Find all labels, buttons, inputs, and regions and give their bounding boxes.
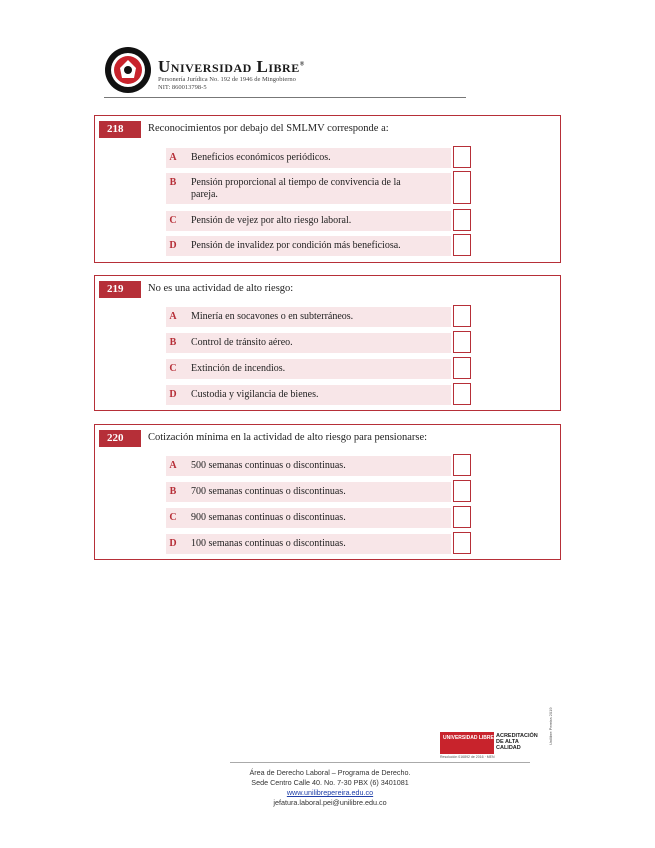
accreditation-logos: [440, 732, 540, 758]
answer-checkbox[interactable]: [453, 305, 471, 327]
answer-checkbox[interactable]: [453, 454, 471, 476]
question-number: 218: [99, 121, 141, 138]
footer: [180, 768, 480, 808]
accreditation-resolution: Resolución 016892 de 2016 · MEN: [440, 755, 495, 759]
option-row: [166, 534, 451, 554]
option-letter: A: [169, 460, 177, 471]
option-letter: B: [169, 337, 177, 348]
answer-checkbox[interactable]: [453, 383, 471, 405]
option-letter: B: [169, 486, 177, 497]
question-number: 219: [99, 281, 141, 298]
university-name: Universidad Libre®: [158, 57, 305, 76]
option-letter: D: [169, 389, 177, 400]
answer-checkbox[interactable]: [453, 331, 471, 353]
option-letter: C: [169, 363, 177, 374]
option-row: [166, 456, 451, 476]
option-text: Control de tránsito aéreo.: [191, 337, 293, 348]
footer-email[interactable]: jefatura.laboral.pei@unilibre.edu.co: [273, 798, 387, 807]
option-text: Minería en socavones o en subterráneos.: [191, 311, 354, 322]
question-text: Reconocimientos por debajo del SMLMV corresponde a:: [148, 123, 389, 134]
answer-checkbox[interactable]: [453, 171, 471, 204]
question-text: No es una actividad de alto riesgo:: [148, 283, 294, 294]
option-text: Beneficios económicos periódicos.: [191, 152, 331, 163]
accreditation-logo: ACREDITACIÓN DE ALTA CALIDAD: [496, 733, 538, 751]
answer-checkbox[interactable]: [453, 480, 471, 502]
option-row: [166, 173, 451, 204]
answer-checkbox[interactable]: [453, 357, 471, 379]
option-row: [166, 307, 451, 327]
university-seal-icon: [104, 46, 152, 94]
option-letter: C: [169, 215, 177, 226]
answer-checkbox[interactable]: [453, 234, 471, 256]
option-row: [166, 482, 451, 502]
option-row: [166, 148, 451, 168]
side-code: Unilibre Pereira 2019: [548, 707, 553, 745]
answer-checkbox[interactable]: [453, 209, 471, 231]
footer-divider: [230, 762, 530, 763]
option-text: Extinción de incendios.: [191, 363, 286, 374]
option-text: Pensión de vejez por alto riesgo laboral.: [191, 215, 352, 226]
option-row: [166, 236, 451, 256]
answer-checkbox[interactable]: [453, 146, 471, 168]
option-text: Pensión proporcional al tiempo de convivencia de la pareja.: [191, 177, 401, 200]
option-letter: A: [169, 152, 177, 163]
option-text: 100 semanas continuas o discontinuas.: [191, 538, 346, 549]
question-block-220: [94, 424, 561, 560]
footer-department: Área de Derecho Laboral – Programa de Derecho.: [249, 768, 411, 777]
option-text: Pensión de invalidez por condición más beneficiosa.: [191, 240, 401, 251]
option-letter: D: [169, 240, 177, 251]
option-letter: B: [169, 177, 177, 188]
header-divider: [104, 97, 466, 98]
answer-checkbox[interactable]: [453, 532, 471, 554]
option-text: 500 semanas continuas o discontinuas.: [191, 460, 346, 471]
question-block-219: [94, 275, 561, 411]
question-number: 220: [99, 430, 141, 447]
question-text: Cotización mínima en la actividad de alto riesgo para pensionarse:: [148, 432, 428, 443]
option-text: 900 semanas continuas o discontinuas.: [191, 512, 346, 523]
option-row: [166, 211, 451, 231]
answer-checkbox[interactable]: [453, 506, 471, 528]
unilibre-logo: UNIVERSIDAD LIBRE: [440, 732, 494, 754]
footer-website-link[interactable]: www.unilibrepereira.edu.co: [286, 788, 374, 797]
option-letter: A: [169, 311, 177, 322]
option-row: [166, 508, 451, 528]
option-row: [166, 359, 451, 379]
option-row: [166, 385, 451, 405]
option-row: [166, 333, 451, 353]
option-letter: C: [169, 512, 177, 523]
option-text: Custodia y vigilancia de bienes.: [191, 389, 319, 400]
footer-address: Sede Centro Calle 40. No. 7-30 PBX (6) 3401081: [251, 778, 409, 787]
university-legal-info: Personería Jurídica No. 192 de 1946 de Mingobierno NIT: 860013798-5: [158, 76, 296, 91]
option-text: 700 semanas continuas o discontinuas.: [191, 486, 346, 497]
header: [104, 44, 466, 100]
option-letter: D: [169, 538, 177, 549]
question-block-218: [94, 115, 561, 263]
